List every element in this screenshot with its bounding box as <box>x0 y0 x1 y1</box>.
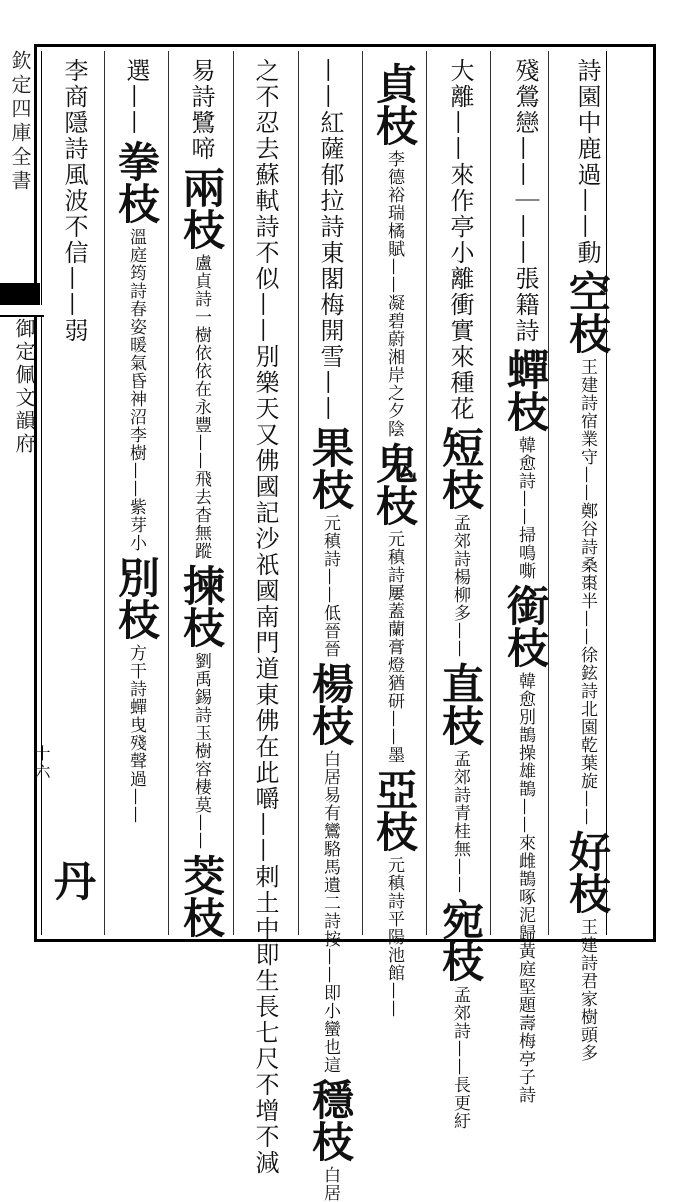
citation-text: 白居易有鸞駱馬遺二詩按——即小蠻也這 <box>320 750 340 1074</box>
headword: 穩枝 <box>306 1078 355 1162</box>
column-rule <box>233 51 234 935</box>
citation-text: 元稹詩——低晉晉 <box>320 514 340 658</box>
column-text: 選—— <box>122 58 150 136</box>
headword: 空枝 <box>563 270 612 354</box>
citation-text: 盧貞詩一樹依依在永豐——飛去杳無蹤 <box>191 254 211 560</box>
margin-book-title: 御定佩文韻府 <box>12 318 36 456</box>
column-rule <box>168 51 169 935</box>
headword: 丹 <box>48 859 97 901</box>
citation-text: 元稹詩屢蓋蘭膏燈猶研——墨 <box>384 530 404 764</box>
headword: 亞枝 <box>370 768 419 852</box>
column-rule <box>298 51 299 935</box>
headword: 揀枝 <box>177 564 226 648</box>
citation-text: 孟郊詩青桂無—— <box>450 750 470 894</box>
column-text: 詩園中鹿過——動 <box>573 58 601 266</box>
page-number: 十六 <box>32 745 51 781</box>
headword: 楊枝 <box>306 662 355 746</box>
column-text: 之不忍去蘇軾詩不似——別樂天又佛國記沙祇國南門道東佛在此嚼——剌土中即生長七尺不增不減 <box>251 58 279 1176</box>
citation-text: 元稹詩平陽池館—— <box>384 856 404 1018</box>
column-text: 李商隱詩風波不信——弱 <box>60 58 88 344</box>
text-column-9-bottom <box>48 855 97 905</box>
column-rule <box>104 51 105 935</box>
headword: 直枝 <box>436 662 485 746</box>
citation-text: 白居 <box>320 1166 340 1202</box>
headword: 別枝 <box>112 556 161 640</box>
headword: 宛枝 <box>436 898 485 982</box>
citation-text: 李德裕瑞橘賦——凝碧蔚湘岸之夕陰 <box>384 150 404 438</box>
text-column-1 <box>563 58 612 1062</box>
text-column-8 <box>112 58 161 824</box>
headword: 蟬枝 <box>501 348 550 432</box>
column-rule <box>362 51 363 935</box>
column-text: 殘鶯戀——｜——張籍詩 <box>511 58 539 344</box>
column-rule <box>548 51 549 935</box>
headword: 鬼枝 <box>370 442 419 526</box>
headword: 短枝 <box>436 426 485 510</box>
column-text: ——紅薩郁拉詩東閣梅開雪—— <box>316 58 344 422</box>
citation-text: 孟郊詩楊柳多—— <box>450 514 470 658</box>
citation-text: 王建詩君家樹頭多 <box>577 918 597 1062</box>
margin-header: 欽定四庫全書 <box>8 50 32 194</box>
citation-text: 溫庭筠詩春姿暖氣昏神沼李樹——紫芽小 <box>126 228 146 552</box>
text-column-9 <box>60 58 88 344</box>
text-column-4 <box>370 58 419 1018</box>
text-column-5 <box>306 58 355 1202</box>
headword: 貞枝 <box>370 62 419 146</box>
column-rule <box>426 51 427 935</box>
headword: 茭枝 <box>177 854 226 938</box>
text-column-7 <box>177 58 226 942</box>
headword: 銜枝 <box>501 584 550 668</box>
citation-text: 王建詩宿業守——鄭谷詩桑棗半——徐鉉詩北園乾葉旋—— <box>577 358 597 826</box>
column-text: 大離——來作亭小離衝實來種花 <box>446 58 474 422</box>
citation-text: 劉禹錫詩玉樹容棲莫—— <box>191 652 211 850</box>
column-rule <box>490 51 491 935</box>
citation-text: 韓愈別鵲操雄鵲——來雌鵲啄泥歸黃庭堅題壽梅亭子詩 <box>515 672 535 1104</box>
text-column-2 <box>501 58 550 1104</box>
column-text: 易詩鷺啼 <box>187 58 215 162</box>
text-column-6 <box>250 58 280 1176</box>
headword: 兩枝 <box>177 166 226 250</box>
citation-text: 方干詩蟬曳殘聲過—— <box>126 644 146 824</box>
headword: 拳枝 <box>112 140 161 224</box>
headword: 果枝 <box>306 426 355 510</box>
headword: 好枝 <box>563 830 612 914</box>
text-column-3 <box>436 58 485 1130</box>
citation-text: 韓愈詩——掃鳴嘶 <box>515 436 535 580</box>
citation-text: 孟郊詩——長更紆 <box>450 986 470 1130</box>
margin-ear-line <box>0 305 44 317</box>
